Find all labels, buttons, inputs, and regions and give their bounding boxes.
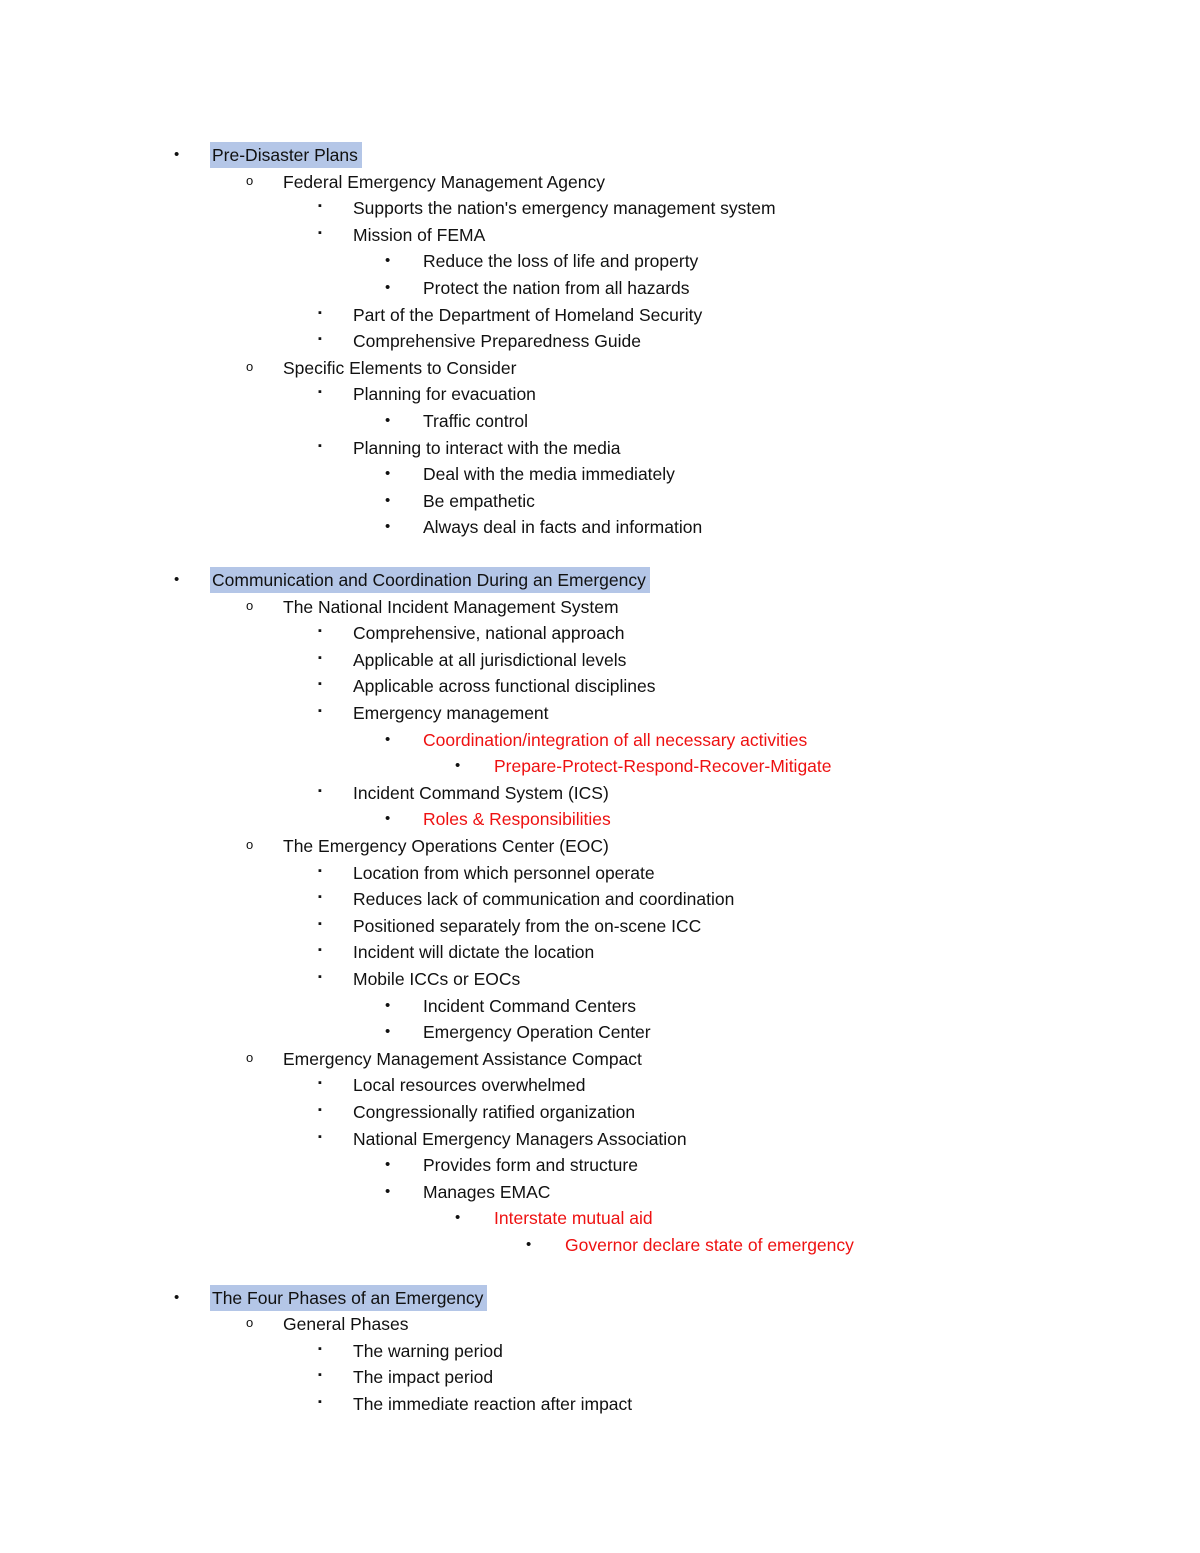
outline-item-text: Governor declare state of emergency: [565, 1235, 854, 1255]
outline-item-text: Comprehensive, national approach: [353, 623, 625, 643]
section-heading-text: The Four Phases of an Emergency: [210, 1285, 487, 1311]
outline-item-text: Mission of FEMA: [353, 225, 486, 245]
outline-item-text: Reduce the loss of life and property: [423, 251, 699, 271]
bullet-icon: ▪: [318, 440, 322, 452]
bullet-icon: ▪: [318, 307, 322, 319]
outline-item-text: The National Incident Management System: [283, 597, 619, 617]
bullet-icon: ▪: [318, 652, 322, 664]
bullet-icon: ▪: [318, 333, 322, 345]
bullet-icon: •: [385, 1023, 391, 1040]
bullet-icon: ▪: [318, 1104, 322, 1116]
bullet-icon: •: [385, 252, 391, 269]
outline-item-text: The Emergency Operations Center (EOC): [283, 836, 609, 856]
outline-item-text: Manages EMAC: [423, 1182, 551, 1202]
outline-item-text: Congressionally ratified organization: [353, 1102, 636, 1122]
outline-item-text: Interstate mutual aid: [494, 1208, 653, 1228]
bullet-icon: o: [246, 598, 254, 613]
bullet-icon: ▪: [318, 678, 322, 690]
outline-item-text: Location from which personnel operate: [353, 863, 655, 883]
outline-item-text: Federal Emergency Management Agency: [283, 172, 605, 192]
section-heading-text: Pre-Disaster Plans: [210, 142, 362, 168]
bullet-icon: ▪: [318, 1343, 322, 1355]
outline-item-text: Emergency Operation Center: [423, 1022, 651, 1042]
bullet-icon: ▪: [318, 227, 322, 239]
bullet-icon: ▪: [318, 865, 322, 877]
outline-item-text: Incident Command Centers: [423, 996, 637, 1016]
outline-item-text: General Phases: [283, 1314, 409, 1334]
outline-item-text: Roles & Responsibilities: [423, 809, 611, 829]
outline-item-text: Part of the Department of Homeland Security: [353, 305, 703, 325]
bullet-icon: ▪: [318, 1131, 322, 1143]
bullet-icon: •: [174, 146, 180, 163]
outline-item-text: Applicable across functional disciplines: [353, 676, 656, 696]
bullet-icon: o: [246, 359, 254, 374]
outline-item-text: The warning period: [353, 1341, 503, 1361]
bullet-icon: o: [246, 1315, 254, 1330]
outline-item-text: Coordination/integration of all necessary activities: [423, 730, 808, 750]
outline-item-text: Local resources overwhelmed: [353, 1075, 586, 1095]
outline-item-text: Be empathetic: [423, 491, 535, 511]
outline-item-text: Provides form and structure: [423, 1155, 638, 1175]
bullet-icon: •: [385, 997, 391, 1014]
outline-item-text: Incident Command System (ICS): [353, 783, 609, 803]
bullet-icon: o: [246, 1050, 254, 1065]
bullet-icon: •: [455, 757, 461, 774]
bullet-icon: •: [174, 1289, 180, 1306]
bullet-icon: •: [385, 810, 391, 827]
bullet-icon: •: [385, 518, 391, 535]
outline-item-text: Specific Elements to Consider: [283, 358, 517, 378]
section-heading-text: Communication and Coordination During an Emergency: [210, 567, 650, 593]
outline-item-text: Positioned separately from the on-scene ICC: [353, 916, 702, 936]
outline-item-text: Supports the nation's emergency management system: [353, 198, 776, 218]
outline-item-text: The impact period: [353, 1367, 494, 1387]
outline-item-text: Mobile ICCs or EOCs: [353, 969, 521, 989]
outline-item-text: Emergency management: [353, 703, 549, 723]
bullet-icon: ▪: [318, 625, 322, 637]
bullet-icon: ▪: [318, 1369, 322, 1381]
bullet-icon: •: [526, 1236, 532, 1253]
outline-item-text: Deal with the media immediately: [423, 464, 675, 484]
bullet-icon: ▪: [318, 944, 322, 956]
bullet-icon: ▪: [318, 918, 322, 930]
outline-item-text: Emergency Management Assistance Compact: [283, 1049, 642, 1069]
outline-item-text: Always deal in facts and information: [423, 517, 703, 537]
bullet-icon: •: [455, 1209, 461, 1226]
bullet-icon: •: [385, 412, 391, 429]
bullet-icon: •: [385, 465, 391, 482]
bullet-icon: ▪: [318, 971, 322, 983]
outline-item-text: Traffic control: [423, 411, 529, 431]
bullet-icon: ▪: [318, 1077, 322, 1089]
bullet-icon: o: [246, 837, 254, 852]
bullet-icon: ▪: [318, 705, 322, 717]
outline-item-text: Prepare-Protect-Respond-Recover-Mitigate: [494, 756, 832, 776]
outline-item-text: Reduces lack of communication and coordination: [353, 889, 735, 909]
bullet-icon: •: [385, 279, 391, 296]
outline-item-text: Comprehensive Preparedness Guide: [353, 331, 641, 351]
bullet-icon: ▪: [318, 200, 322, 212]
outline-item-text: National Emergency Managers Association: [353, 1129, 687, 1149]
bullet-icon: o: [246, 173, 254, 188]
bullet-icon: ▪: [318, 891, 322, 903]
outline-item-text: Planning for evacuation: [353, 384, 536, 404]
bullet-icon: •: [385, 1183, 391, 1200]
outline-item-text: Planning to interact with the media: [353, 438, 621, 458]
bullet-icon: ▪: [318, 386, 322, 398]
outline-item-text: Protect the nation from all hazards: [423, 278, 690, 298]
outline-item-text: Applicable at all jurisdictional levels: [353, 650, 627, 670]
bullet-icon: ▪: [318, 785, 322, 797]
bullet-icon: •: [385, 731, 391, 748]
outline-item-text: The immediate reaction after impact: [353, 1394, 633, 1414]
bullet-icon: •: [385, 492, 391, 509]
bullet-icon: ▪: [318, 1396, 322, 1408]
bullet-icon: •: [174, 571, 180, 588]
outline-item-text: Incident will dictate the location: [353, 942, 595, 962]
bullet-icon: •: [385, 1156, 391, 1173]
